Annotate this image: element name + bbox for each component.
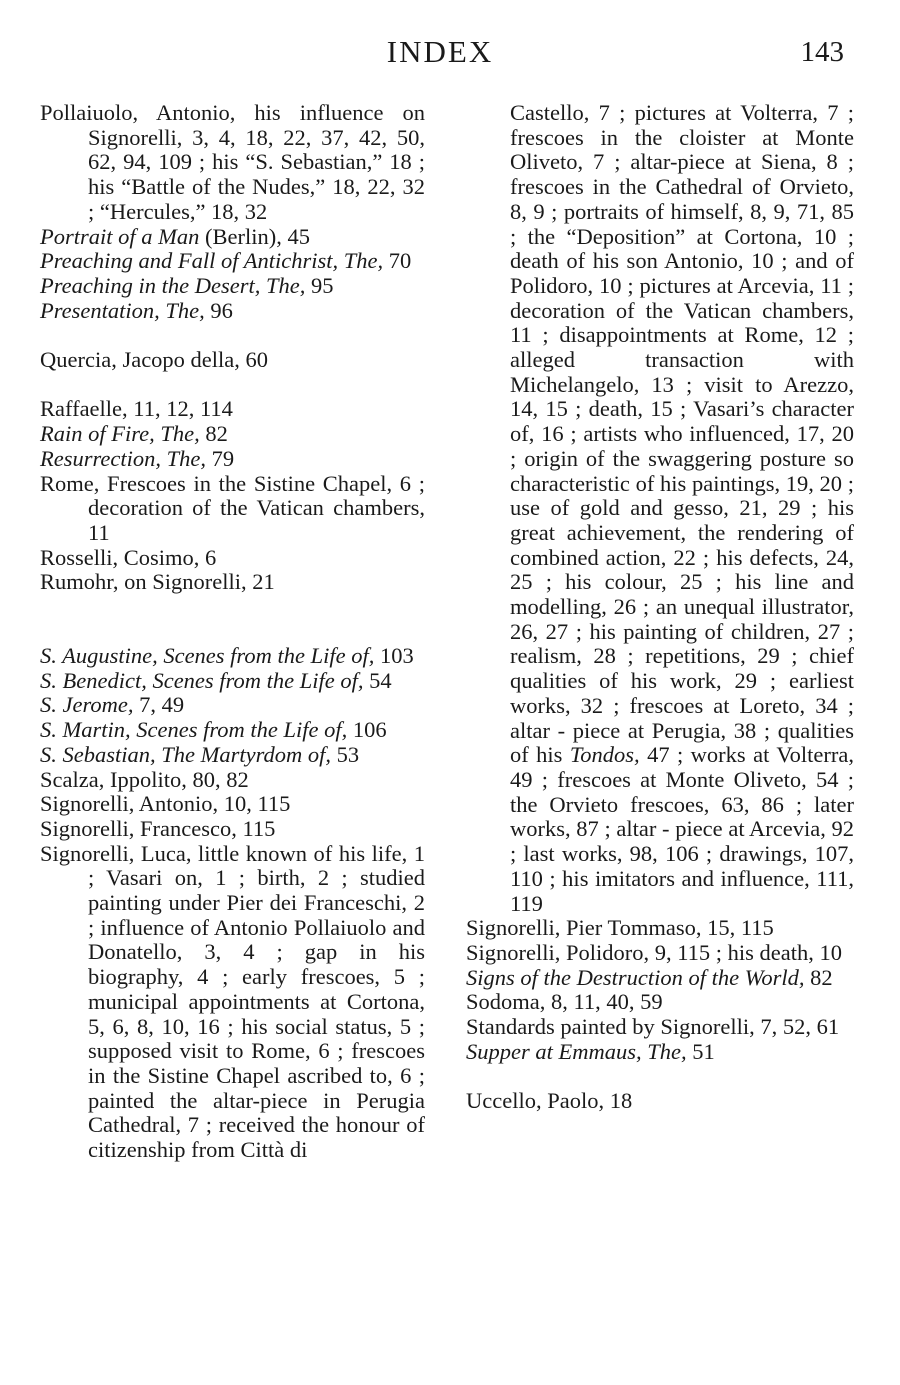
index-group bbox=[40, 644, 425, 1163]
entry-pages: 96 bbox=[204, 297, 233, 323]
entry-title-italic: Preaching and Fall of Antichrist, The, bbox=[40, 248, 384, 274]
index-entry bbox=[40, 225, 425, 250]
index-group bbox=[466, 1089, 854, 1114]
page-header bbox=[0, 34, 900, 74]
index-entry: Signorelli, Pier Tommaso, 15, 115 bbox=[466, 915, 774, 941]
index-entry bbox=[40, 249, 425, 274]
entry-pages: 106 bbox=[347, 717, 387, 743]
entry-title-italic: Presentation, The, bbox=[40, 297, 205, 323]
index-group bbox=[40, 348, 425, 373]
index-entry: Sodoma, 8, 11, 40, 59 bbox=[466, 989, 663, 1015]
index-entry bbox=[40, 743, 425, 768]
entry-pages: 95 bbox=[305, 272, 334, 298]
index-entry: Pollaiuolo, Antonio, his influence on Signorelli, 3, 4, 18, 22, 37, 42, 50, 62, 94, 109 ; his “S. Sebastian,” 18 ; his “Battle of the Nudes,” 18, 22, 32 ; “Hercules,” 18, 32 bbox=[40, 100, 425, 224]
index-entry bbox=[40, 693, 425, 718]
entry-pages: 51 bbox=[686, 1038, 715, 1064]
entry-title-italic: Preaching in the Desert, The, bbox=[40, 272, 306, 298]
entry-pages: 79 bbox=[206, 445, 235, 471]
index-entry: Signorelli, Antonio, 10, 115 bbox=[40, 791, 291, 817]
entry-title-italic: S. Sebastian, The Martyrdom of, bbox=[40, 741, 332, 767]
index-entry: Raffaelle, 11, 12, 114 bbox=[40, 396, 233, 422]
index-entry: Signorelli, Luca, little known of his life, 1 ; Vasari on, 1 ; birth, 2 ; studied painting under Pier dei Franceschi, 2 ; influence of Antonio Pollaiuolo and Donatello, 3, 4 ; gap in his biography, 4 ; early frescoes, 5 ; municipal appointments at Cortona, 5, 6, 8, 10, 16 ; his social status, 5 ; supposed visit to Rome, 6 ; frescoes in the Sistine Chapel ascribed to, 6 ; painted the altar-piece in Perugia Cathedral, 7 ; received the honour of citizenship from Città di bbox=[40, 840, 425, 1163]
index-entry: Uccello, Paolo, 18 bbox=[466, 1088, 633, 1114]
right-column bbox=[466, 101, 854, 1114]
entry-title-italic: S. Martin, Scenes from the Life of, bbox=[40, 717, 348, 743]
entry-pages: 82 bbox=[199, 421, 228, 447]
index-group bbox=[466, 916, 854, 1064]
entry-title-italic: S. Augustine, Scenes from the Life of, bbox=[40, 643, 375, 669]
entry-title-italic: Portrait of a Man bbox=[40, 223, 200, 249]
index-entry: Standards painted by Signorelli, 7, 52, 61 bbox=[466, 1014, 840, 1040]
entry-pages: 103 bbox=[374, 643, 414, 669]
index-entry bbox=[466, 1040, 854, 1065]
index-group bbox=[40, 397, 425, 595]
index-entry: Signorelli, Francesco, 115 bbox=[40, 815, 276, 841]
entry-pages: 70 bbox=[383, 248, 412, 274]
index-entry bbox=[40, 422, 425, 447]
index-entry bbox=[466, 966, 854, 991]
entry-title-italic: Rain of Fire, The, bbox=[40, 421, 200, 447]
entry-title-italic: S. Jerome, bbox=[40, 692, 134, 718]
index-entry: Scalza, Ippolito, 80, 82 bbox=[40, 766, 249, 792]
page-number: 143 bbox=[800, 36, 844, 68]
index-entry: Rosselli, Cosimo, 6 bbox=[40, 544, 217, 570]
entry-continuation: Castello, 7 ; pictures at Volterra, 7 ; frescoes in the cloister at Monte Oliveto, 7 ; altar-piece at Siena, 8 ; frescoes in the Cathedral of Orvieto, 8, 9 ; portraits of himself, 8, 9, 71, 85 ; the “Deposition” at Cortona, 10 ; death of his son Antonio, 10 ; and of Polidoro, 10 ; pictures at Arcevia, 11 ; decoration of the Vatican chambers, 11 ; disappointments at Rome, 12 ; alleged transaction with Michelangelo, 13 ; visit to Arezzo, 14, 15 ; death, 15 ; Vasari’s character of, 16 ; artists who influenced, 17, 20 ; origin of the swaggering posture so characteristic of his paintings, 19, 20 ; use of gold and gesso, 21, 29 ; his great achievement, the rendering of combined action, 22 ; his defects, 24, 25 ; his colour, 25 ; his line and modelling, 26 ; an unequal illustrator, 26, 27 ; his painting of children, 27 ; realism, 28 ; repetitions, 29 ; chief qualities of his work, 29 ; earliest works, 32 ; frescoes at Loreto, 34 ; altar - piece at Perugia, 38 ; qualities of his Tondos, 47 ; works at Volterra, 49 ; frescoes at Monte Oliveto, 54 ; the Orvieto frescoes, 63, 86 ; later works, 87 ; altar - piece at Arcevia, 92 ; last works, 98, 106 ; drawings, 107, 110 ; his imitators and influence, 111, 119 bbox=[510, 100, 855, 916]
entry-pages: 7, 49 bbox=[133, 692, 185, 718]
index-entry bbox=[40, 447, 425, 472]
entry-pages: 53 bbox=[331, 741, 360, 767]
entry-title-italic: Resurrection, The, bbox=[40, 445, 207, 471]
index-entry bbox=[40, 274, 425, 299]
entry-pages: 82 bbox=[804, 964, 833, 990]
running-head: INDEX bbox=[386, 34, 494, 69]
index-entry bbox=[40, 669, 425, 694]
entry-pages: (Berlin), 45 bbox=[199, 223, 310, 249]
index-entry bbox=[40, 644, 425, 669]
index-entry bbox=[40, 718, 425, 743]
index-entry: Rome, Frescoes in the Sistine Chapel, 6 ; decoration of the Vatican chambers, 11 bbox=[40, 470, 425, 545]
entry-pages: 54 bbox=[363, 667, 392, 693]
index-group bbox=[40, 101, 425, 323]
left-column bbox=[40, 101, 425, 1163]
index-entry: Rumohr, on Signorelli, 21 bbox=[40, 569, 275, 595]
index-entry: Signorelli, Polidoro, 9, 115 ; his death, 10 bbox=[466, 939, 843, 965]
entry-title-italic: Signs of the Destruction of the World, bbox=[466, 964, 805, 990]
index-entry: Quercia, Jacopo della, 60 bbox=[40, 347, 269, 373]
entry-title-italic: Supper at Emmaus, The, bbox=[466, 1038, 687, 1064]
entry-title-italic: S. Benedict, Scenes from the Life of, bbox=[40, 667, 364, 693]
index-entry bbox=[40, 299, 425, 324]
